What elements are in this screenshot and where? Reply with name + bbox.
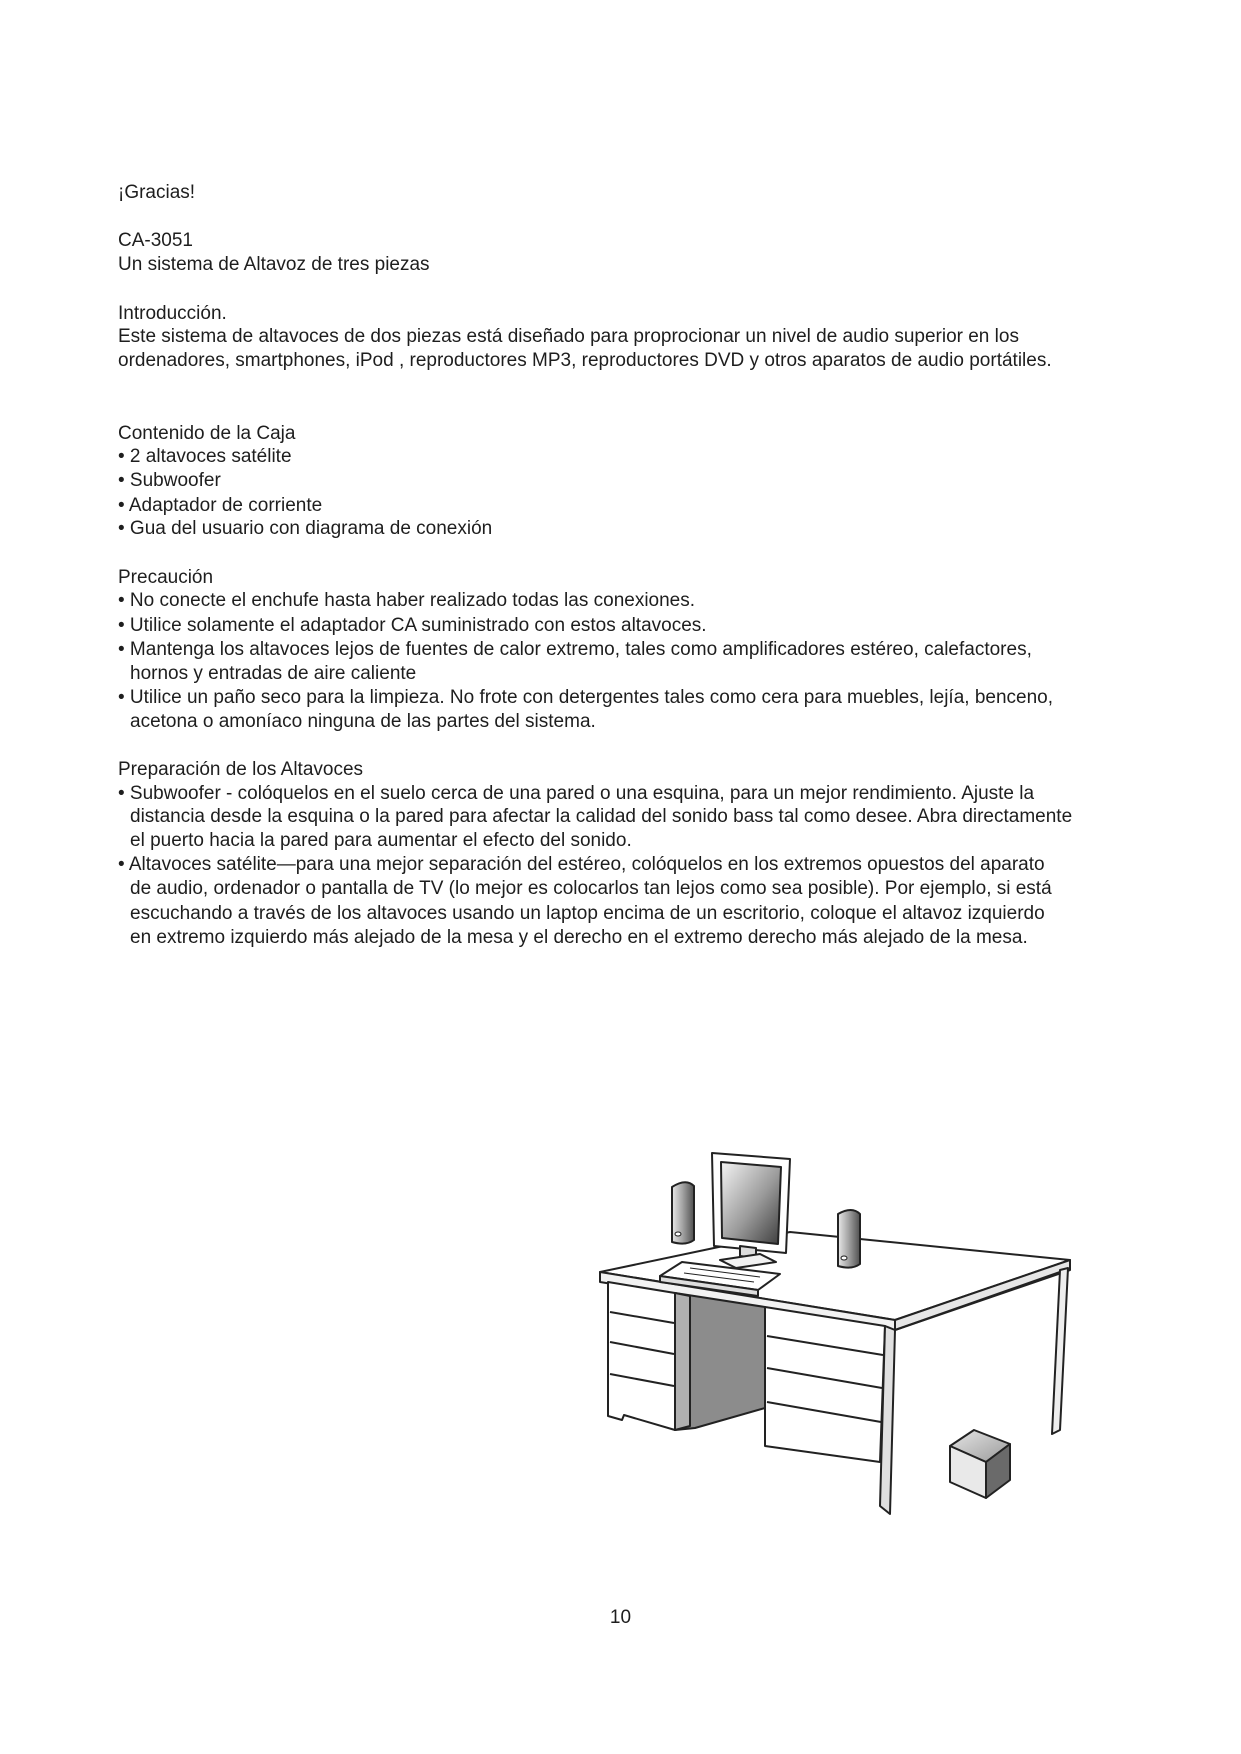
setup-item-continuation: de audio, ordenador o pantalla de TV (lo mejor es colocarlos tan lejos como sea posible). Por ejemplo, si está	[130, 878, 1052, 899]
caution-item: • Mantenga los altavoces lejos de fuentes de calor extremo, tales como amplificadores estéreo, calefactores,	[118, 639, 1032, 660]
intro-heading: Introducción.	[118, 303, 227, 324]
caution-item-continuation: hornos y entradas de aire caliente	[130, 663, 417, 684]
setup-item: • Subwoofer - colóquelos en el suelo cerca de una pared o una esquina, para un mejor rendimiento. Ajuste la	[118, 783, 1035, 804]
caution-item: • Utilice solamente el adaptador CA suministrado con estos altavoces.	[118, 615, 707, 636]
box-contents-item: • Adaptador de corriente	[118, 495, 323, 516]
caution-item-continuation: acetona o amoníaco ninguna de las partes del sistema.	[130, 711, 596, 732]
desk-setup-illustration	[590, 1150, 1090, 1570]
caution-item: • Utilice un paño seco para la limpieza. No frote con detergentes tales como cera para muebles, lejía, benceno,	[118, 687, 1054, 708]
greeting: ¡Gracias!	[118, 182, 196, 203]
page-number: 10	[609, 1607, 632, 1628]
caution-item: • No conecte el enchufe hasta haber realizado todas las conexiones.	[118, 590, 696, 611]
box-contents-item: • 2 altavoces satélite	[118, 446, 292, 467]
box-contents-item: • Subwoofer	[118, 470, 221, 491]
product-subtitle: Un sistema de Altavoz de tres piezas	[118, 254, 430, 275]
satellite-speaker-left	[672, 1182, 694, 1243]
setup-item-continuation: distancia desde la esquina o la pared para afectar la calidad del sonido bass tal como desee. Abra directamente	[130, 806, 1073, 827]
subwoofer	[950, 1430, 1010, 1498]
satellite-speaker-right	[838, 1210, 860, 1268]
caution-heading: Precaución	[118, 567, 214, 588]
box-contents-item: • Gua del usuario con diagrama de conexión	[118, 518, 493, 539]
model-number: CA-3051	[118, 230, 193, 251]
setup-item: • Altavoces satélite—para una mejor separación del estéreo, colóquelos en los extremos opuestos del aparato	[118, 854, 1045, 875]
setup-heading: Preparación de los Altavoces	[118, 759, 364, 780]
intro-line: ordenadores, smartphones, iPod , reproductores MP3, reproductores DVD y otros aparatos de audio portátiles.	[118, 350, 1052, 371]
setup-item-continuation: escuchando a través de los altavoces usando un laptop encima de un escritorio, coloque el altavoz izquierdo	[130, 903, 1045, 924]
intro-line: Este sistema de altavoces de dos piezas está diseñado para proprocionar un nivel de audio superior en los	[118, 326, 1019, 347]
setup-item-continuation: en extremo izquierdo más alejado de la mesa y el derecho en el extremo derecho más alejado de la mesa.	[130, 927, 1028, 948]
box-contents-heading: Contenido de la Caja	[118, 423, 296, 444]
setup-item-continuation: el puerto hacia la pared para aumentar el efecto del sonido.	[130, 830, 632, 851]
